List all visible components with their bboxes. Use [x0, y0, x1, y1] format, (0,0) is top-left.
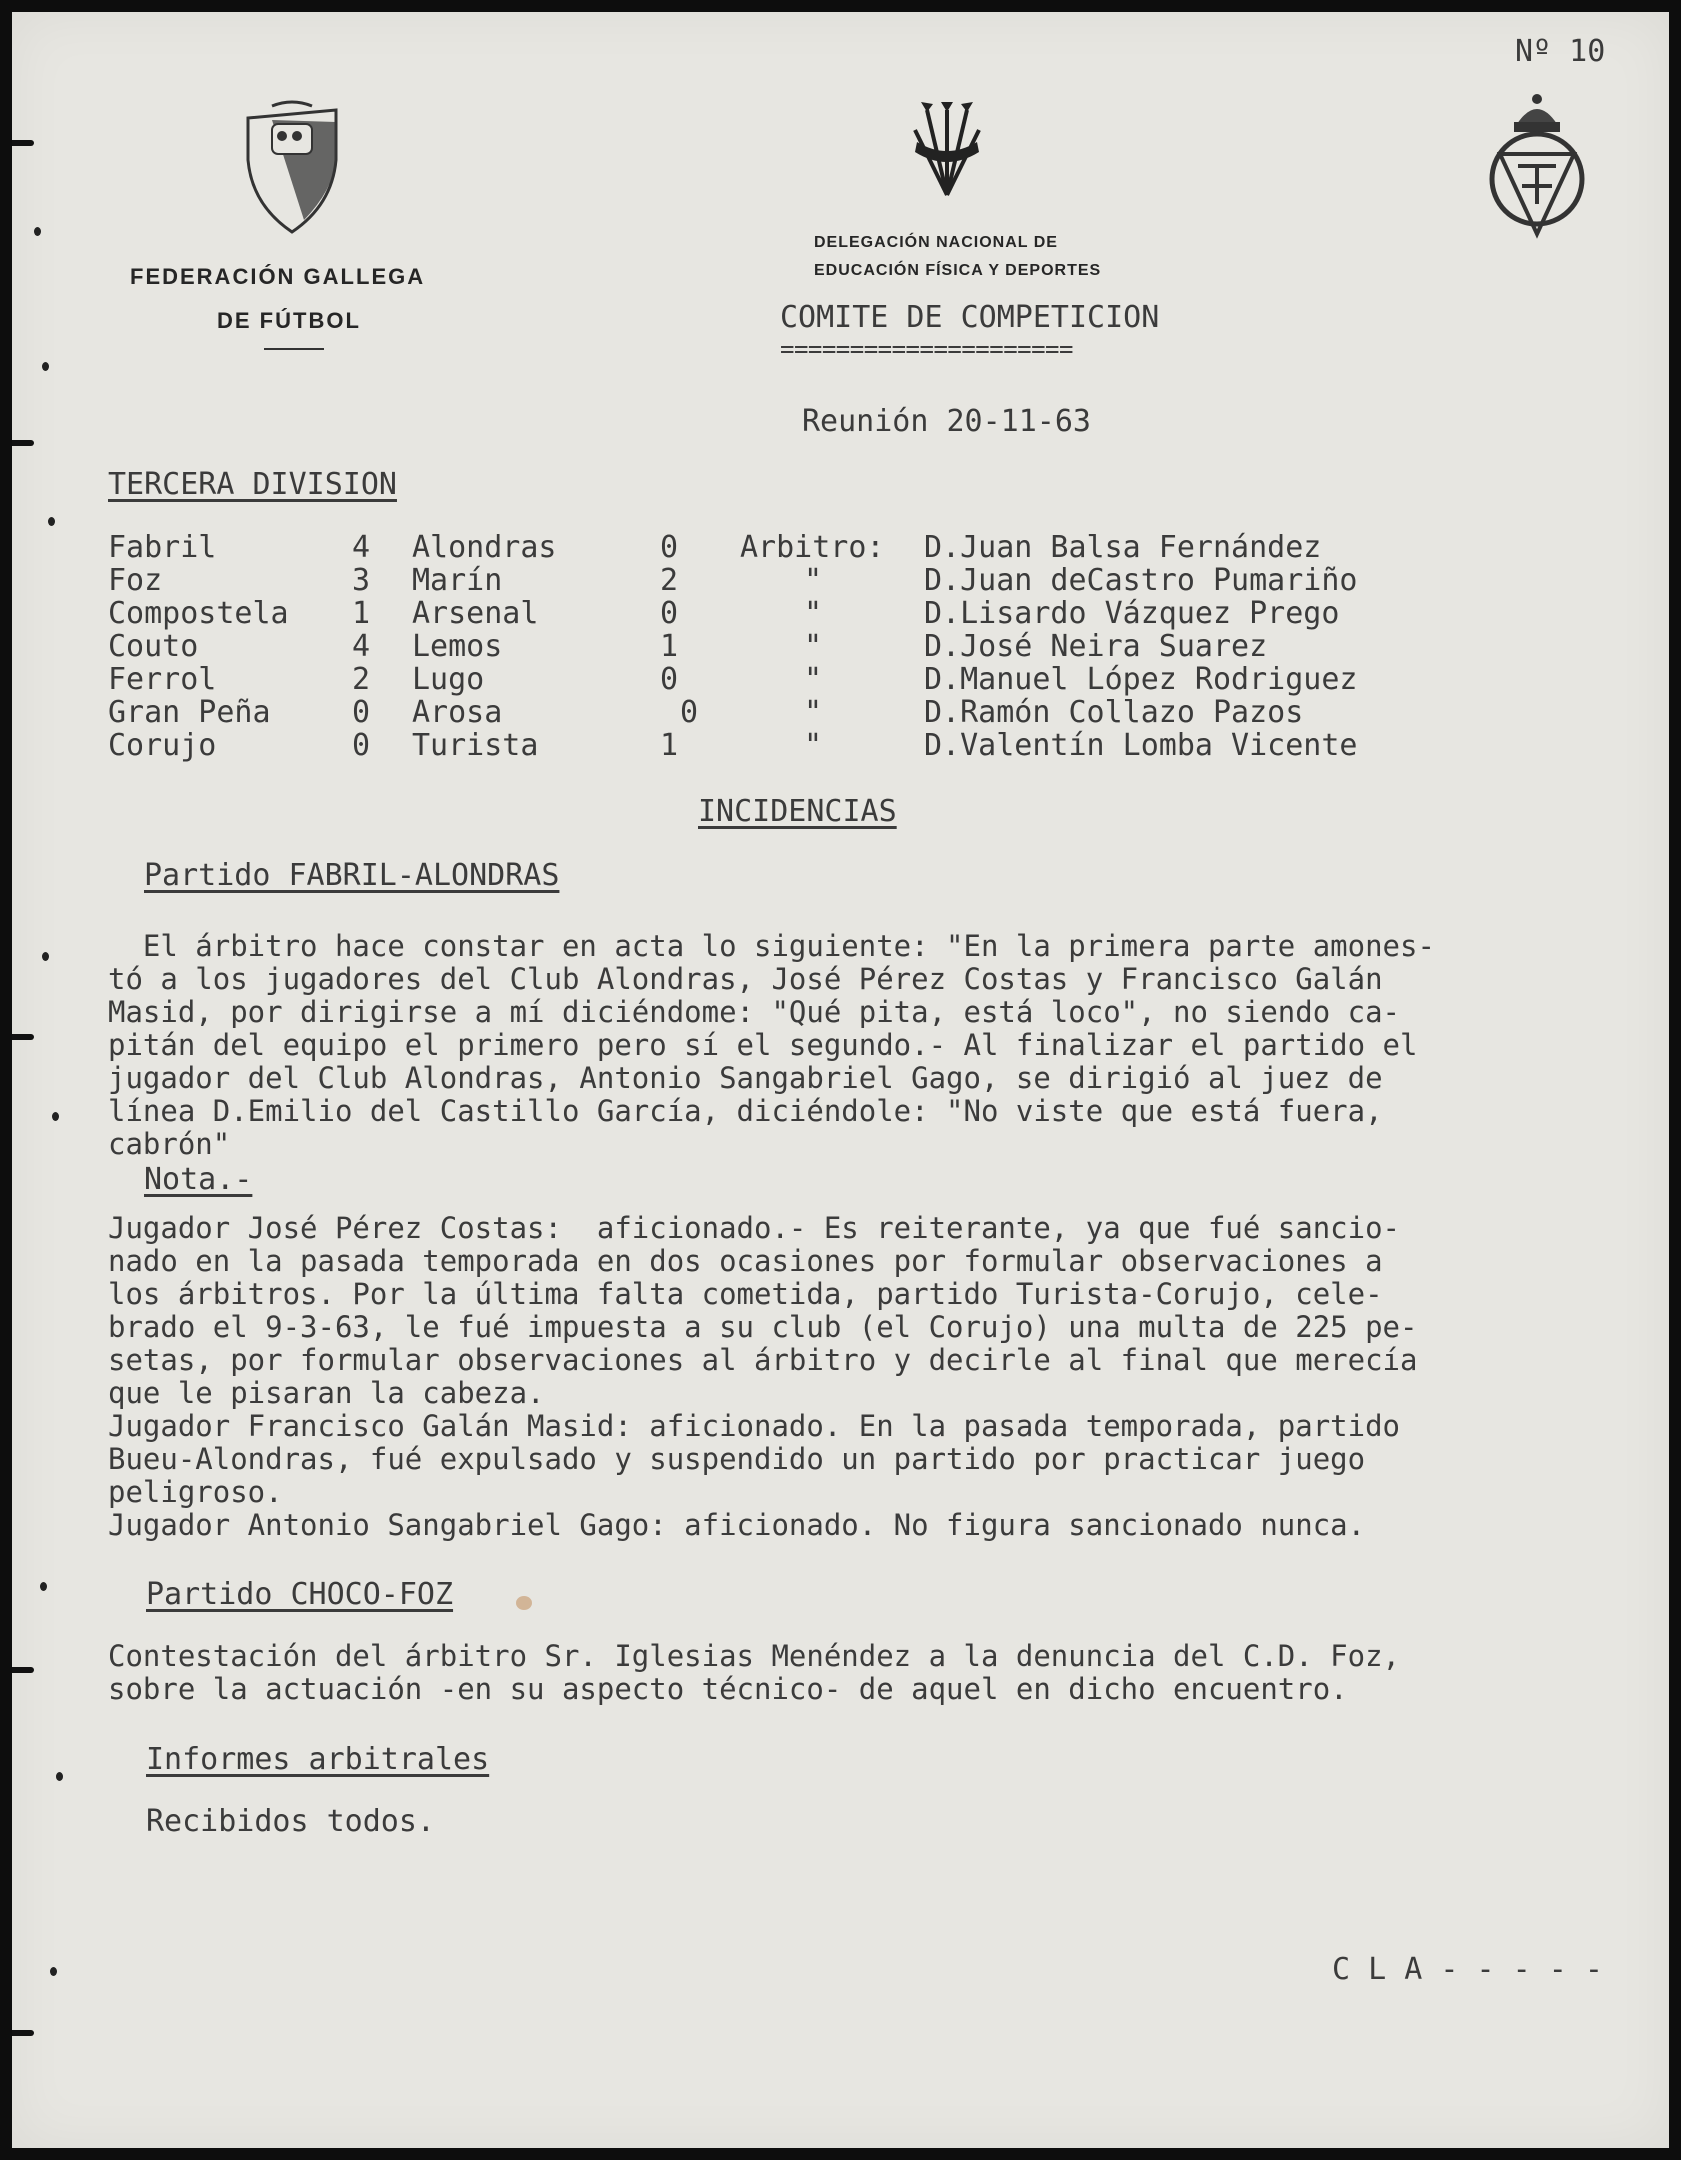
referee-name: D.Manuel López Rodriguez [924, 662, 1358, 697]
referee-name: D.Juan deCastro Pumariño [924, 563, 1358, 598]
referee-name: D.Ramón Collazo Pazos [924, 695, 1304, 730]
away-score: 1 [660, 629, 679, 664]
home-score: 0 [352, 695, 371, 730]
home-team: Gran Peña [108, 695, 271, 730]
away-score: 1 [660, 728, 679, 763]
binder-hole [12, 2030, 34, 2036]
referee-label: Arbitro: [740, 530, 885, 565]
punch-mark [50, 1967, 57, 1976]
binder-hole [12, 1667, 34, 1673]
meeting-date: Reunión 20-11-63 [802, 404, 1091, 439]
away-score: 2 [660, 563, 679, 598]
referee-name: D.Valentín Lomba Vicente [924, 728, 1358, 763]
home-team: Corujo [108, 728, 217, 763]
match-report-body: Contestación del árbitro Sr. Iglesias Menéndez a la denuncia del C.D. Foz, sobre la actuación -en su aspecto técnico- de aquel en dicho encuentro. [108, 1639, 1401, 1706]
yoke-arrows-emblem-icon [907, 100, 987, 200]
reports-body: Recibidos todos. [146, 1804, 435, 1839]
ditto-mark: " [804, 563, 823, 598]
home-score: 4 [352, 530, 371, 565]
federation-name-line1: FEDERACIÓN GALLEGA [130, 264, 426, 289]
home-team: Ferrol [108, 662, 217, 697]
match-report-body: El árbitro hace constar en acta lo siguiente: "En la primera parte amones- tó a los jugadores del Club Alondras, José Pérez Costas y Francisco Galán Masid, por dirigirse a mí diciéndome: "Qué pita, está loco", no siendo ca- pitán del equipo el primero pero sí el segundo.- Al finalizar el partido el jugador del Club Alondras, Antonio Sangabriel Gago, se dirigió al juez de línea D.Emilio del Castillo García, diciéndole: "No viste que está fuera, cabrón" [108, 929, 1435, 1161]
punch-mark [40, 1582, 47, 1591]
ditto-mark: " [804, 695, 823, 730]
home-team: Foz [108, 563, 163, 598]
home-score: 2 [352, 662, 371, 697]
incidents-heading: INCIDENCIAS [698, 794, 897, 829]
binder-hole [12, 1034, 34, 1040]
away-score: 0 [680, 695, 699, 730]
ditto-mark: " [804, 629, 823, 664]
punch-mark [52, 1112, 59, 1121]
ditto-mark: " [804, 662, 823, 697]
away-team: Marín [412, 563, 503, 598]
delegation-line1: DELEGACIÓN NACIONAL DE [814, 234, 1058, 251]
away-team: Lugo [412, 662, 485, 697]
punch-mark [42, 952, 49, 961]
referee-name: D.Juan Balsa Fernández [924, 530, 1322, 565]
punch-mark [56, 1772, 63, 1781]
away-score: 0 [660, 662, 679, 697]
away-team: Arsenal [412, 596, 539, 631]
note-body: Jugador José Pérez Costas: aficionado.- Es reiterante, ya que fué sancio- nado en la pasada temporada en dos ocasiones por formular observaciones a los árbitros. Por la última falta cometida, partido Turista-Corujo, cele- brado el 9-3-63, le fué impuesta a su club (el Corujo) una multa de 225 pe- setas, por formular observaciones al árbitro y decirle al final que merecía que le pisaran la cabeza. Jugador Francisco Galán Masid: aficionado. En la pasada temporada, partido Bueu-Alondras, fué expulsado y suspendido un partido por practicar juego peligroso. Jugador Antonio Sangabriel Gago: aficionado. No figura sancionado nunca. [108, 1211, 1418, 1542]
away-team: Turista [412, 728, 539, 763]
federation-crest-icon [242, 100, 342, 240]
division-heading: TERCERA DIVISION [108, 467, 397, 502]
punch-mark [42, 362, 49, 371]
binder-hole [12, 140, 34, 146]
committee-title-underline: ===================== [780, 335, 1073, 363]
match-title: Partido FABRIL-ALONDRAS [144, 858, 560, 893]
away-team: Arosa [412, 695, 503, 730]
referee-name: D.José Neira Suarez [924, 629, 1268, 664]
page-number: Nº 10 [1515, 34, 1606, 69]
away-team: Alondras [412, 530, 557, 565]
royal-crest-icon [1482, 94, 1592, 244]
away-score: 0 [660, 596, 679, 631]
away-team: Lemos [412, 629, 503, 664]
home-score: 1 [352, 596, 371, 631]
home-team: Compostela [108, 596, 289, 631]
home-team: Couto [108, 629, 199, 664]
footer-initials: C L A - - - - - [1332, 1952, 1603, 1987]
binder-hole [12, 440, 34, 446]
ditto-mark: " [804, 728, 823, 763]
ditto-mark: " [804, 596, 823, 631]
note-label: Nota.- [144, 1162, 253, 1197]
delegation-line2: EDUCACIÓN FÍSICA Y DEPORTES [814, 262, 1102, 279]
document-page [12, 12, 1669, 2148]
home-score: 0 [352, 728, 371, 763]
divider [264, 348, 324, 350]
punch-mark [48, 517, 55, 526]
reports-heading: Informes arbitrales [146, 1742, 490, 1777]
federation-name-line2: DE FÚTBOL [217, 308, 361, 333]
stain [516, 1596, 532, 1610]
away-score: 0 [660, 530, 679, 565]
home-score: 4 [352, 629, 371, 664]
home-team: Fabril [108, 530, 217, 565]
referee-name: D.Lisardo Vázquez Prego [924, 596, 1340, 631]
match-title: Partido CHOCO-FOZ [146, 1577, 454, 1612]
committee-title: COMITE DE COMPETICION [780, 300, 1160, 335]
punch-mark [34, 227, 41, 236]
home-score: 3 [352, 563, 371, 598]
